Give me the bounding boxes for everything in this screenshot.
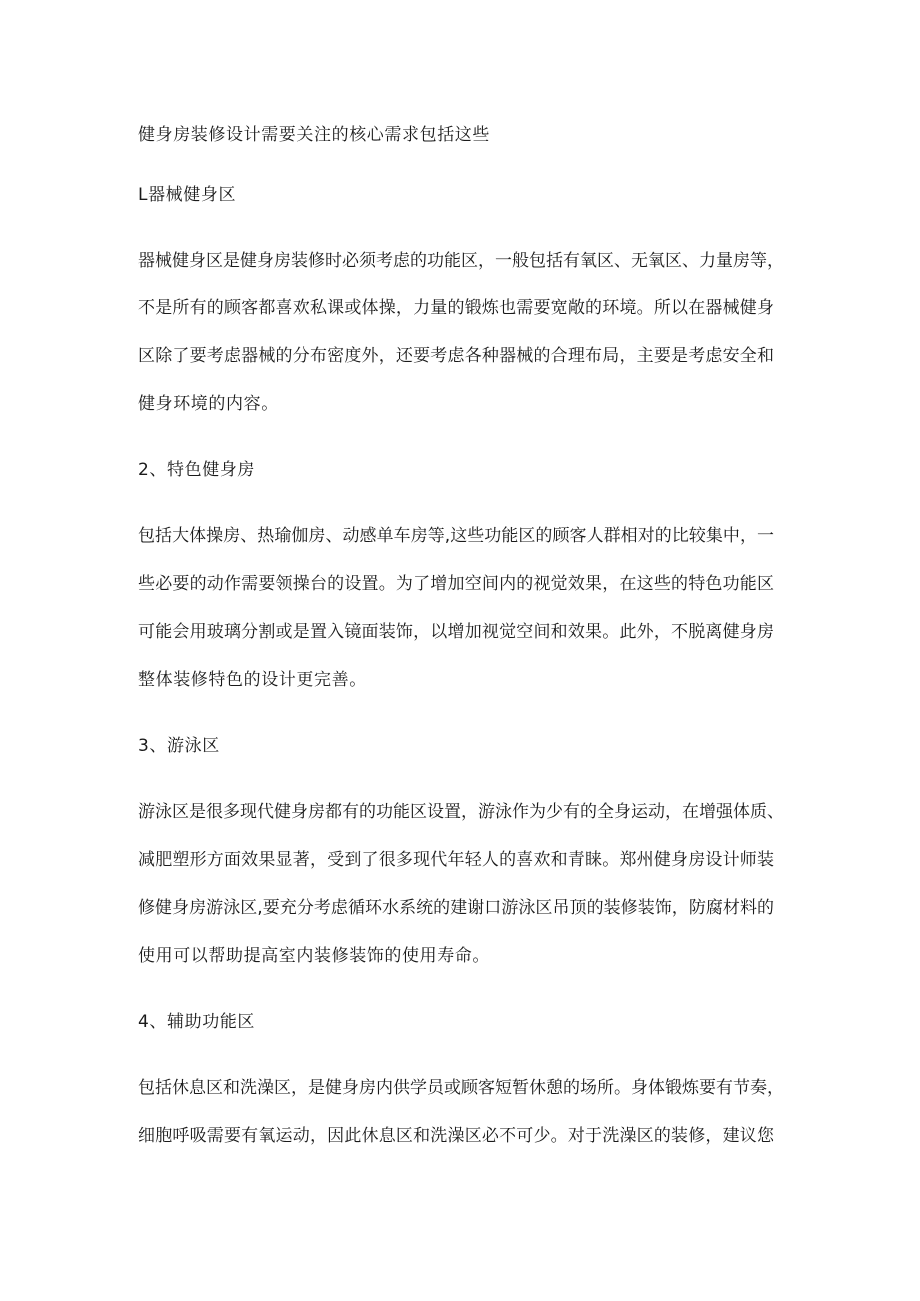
section-3-line-1: 游泳区是很多现代健身房都有的功能区设置，游泳作为少有的全身运动，在增强体质、 (138, 802, 784, 822)
section-3-line-3: 修健身房游泳区,要充分考虑循环水系统的建谢口游泳区吊顶的装修装饰，防腐材料的 (138, 898, 774, 918)
section-3-heading: 3、游泳区 (138, 736, 220, 756)
section-2-heading: 2、特色健身房 (138, 460, 256, 480)
section-2-line-1: 包括大体操房、热瑜伽房、动感单车房等,这些功能区的顾客人群相对的比较集中，一 (138, 526, 774, 546)
section-2-line-4: 整体装修特色的设计更完善。 (138, 670, 367, 690)
section-3-line-4: 使用可以帮助提高室内装修装饰的使用寿命。 (138, 946, 490, 966)
section-1-line-1: 器械健身区是健身房装修时必须考虑的功能区，一般包括有氧区、无氧区、力量房等， (138, 251, 784, 271)
section-2-line-2: 些必要的动作需要领操台的设置。为了增加空间内的视觉效果，在这些的特色功能区 (138, 574, 774, 594)
section-4-line-2: 细胞呼吸需要有氧运动，因此休息区和洗澡区必不可少。对于洗澡区的装修，建议您 (138, 1126, 774, 1146)
document-intro: 健身房装修设计需要关注的核心需求包括这些 (138, 125, 490, 145)
section-2-line-3: 可能会用玻璃分割或是置入镜面装饰，以增加视觉空间和效果。此外，不脱离健身房 (138, 622, 774, 642)
section-1-heading: L器械健身区 (138, 185, 237, 205)
section-1-line-2: 不是所有的顾客都喜欢私课或体操，力量的锻炼也需要宽敞的环境。所以在器械健身 (138, 298, 774, 318)
section-1-line-3: 区除了要考虑器械的分布密度外，还要考虑各种器械的合理布局，主要是考虑安全和 (138, 346, 774, 366)
section-1-line-4: 健身环境的内容。 (138, 394, 279, 414)
section-3-line-2: 减肥塑形方面效果显著，受到了很多现代年轻人的喜欢和青睐。郑州健身房设计师装 (138, 850, 774, 870)
section-4-heading: 4、辅助功能区 (138, 1012, 256, 1032)
section-4-line-1: 包括休息区和洗澡区，是健身房内供学员或顾客短暂休憩的场所。身体锻炼要有节奏， (138, 1078, 784, 1098)
